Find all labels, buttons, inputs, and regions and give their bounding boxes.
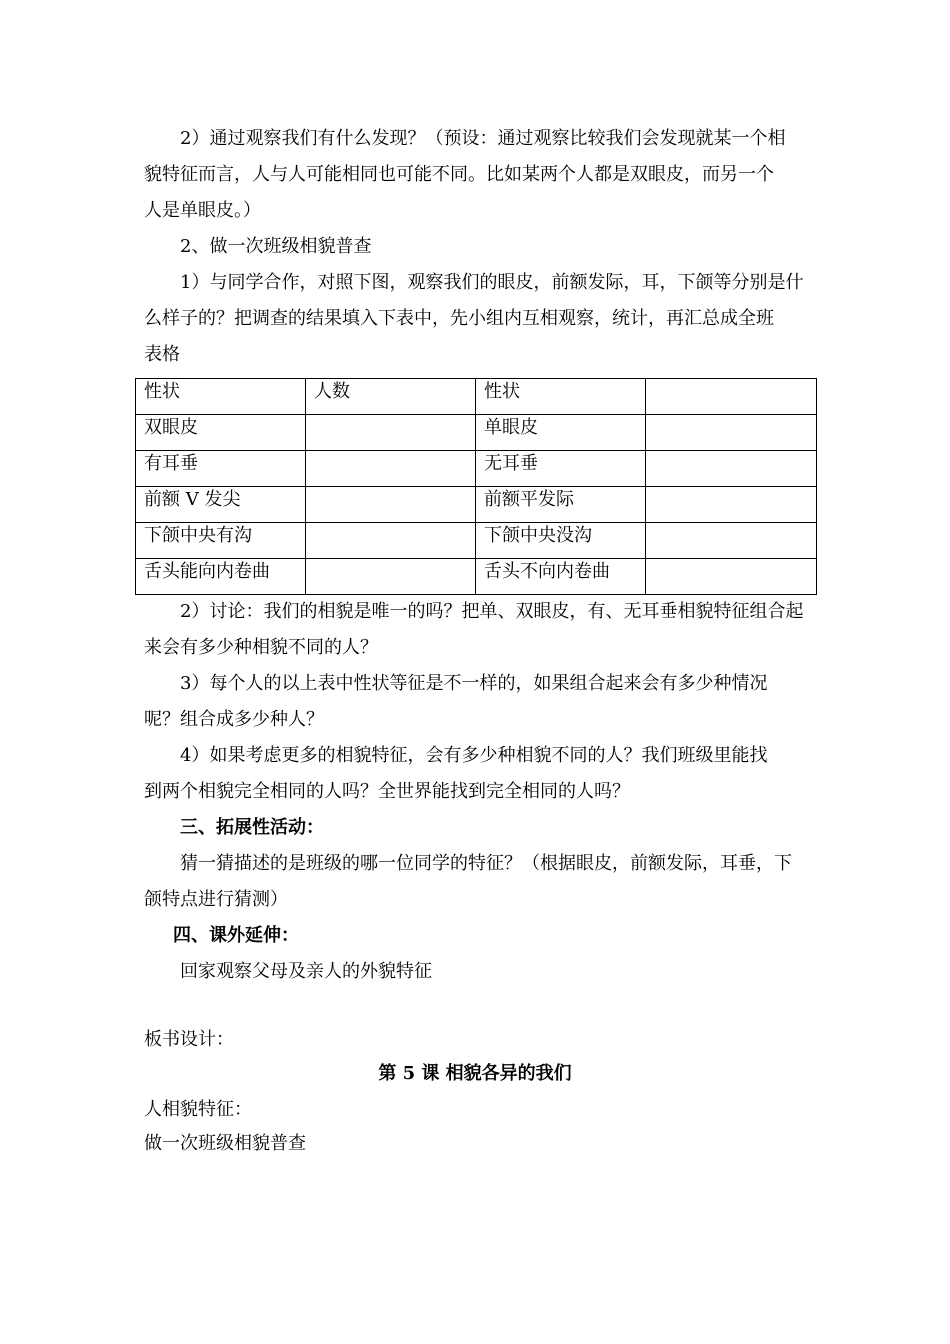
board-title: 第 5 课 相貌各异的我们 xyxy=(378,1063,572,1084)
table-cell: 舌头不向内卷曲 xyxy=(476,559,646,595)
table-cell xyxy=(306,523,476,559)
table-cell xyxy=(306,415,476,451)
table-cell: 前额平发际 xyxy=(476,487,646,523)
paragraph-observation-line-2: 貌特征而言，人与人可能相同也可能不同。比如某两个人都是双眼皮，而另一个 xyxy=(144,164,774,185)
table-cell: 有耳垂 xyxy=(136,451,306,487)
table-cell: 性状 xyxy=(136,379,306,415)
paragraph-guess-line-1: 猜一猜描述的是班级的哪一位同学的特征？（根据眼皮，前额发际，耳垂，下 xyxy=(180,853,792,874)
paragraph-combination-line-1: 3）每个人的以上表中性状等征是不一样的，如果组合起来会有多少种情况 xyxy=(180,673,768,694)
table-cell xyxy=(306,559,476,595)
paragraph-survey-line-1: 1）与同学合作，对照下图，观察我们的眼皮，前额发际，耳，下颌等分别是什 xyxy=(180,272,804,293)
paragraph-survey-line-2: 么样子的？把调查的结果填入下表中，先小组内互相观察，统计，再汇总成全班 xyxy=(144,308,774,329)
trait-survey-table xyxy=(135,378,817,595)
table-row xyxy=(136,451,817,487)
table-row xyxy=(136,415,817,451)
table-cell: 舌头能向内卷曲 xyxy=(136,559,306,595)
board-design-label: 板书设计： xyxy=(144,1029,234,1050)
table-cell xyxy=(646,415,817,451)
paragraph-combination-line-2: 呢？组合成多少种人？ xyxy=(144,709,324,730)
table-cell: 前额 V 发尖 xyxy=(136,487,306,523)
section-homework-heading: 四、课外延伸： xyxy=(173,925,299,946)
table-cell: 单眼皮 xyxy=(476,415,646,451)
table-cell: 性状 xyxy=(476,379,646,415)
table-cell xyxy=(646,559,817,595)
table-row xyxy=(136,487,817,523)
paragraph-homework: 回家观察父母及亲人的外貌特征 xyxy=(180,961,432,982)
paragraph-more-traits-line-2: 到两个相貌完全相同的人吗？全世界能找到完全相同的人吗？ xyxy=(144,781,630,802)
table-cell xyxy=(306,451,476,487)
paragraph-survey-line-3: 表格 xyxy=(144,344,180,365)
table-row xyxy=(136,559,817,595)
section-survey-heading: 2、做一次班级相貌普查 xyxy=(180,236,372,257)
table-cell xyxy=(306,487,476,523)
paragraph-discussion-line-2: 来会有多少种相貌不同的人？ xyxy=(144,637,378,658)
paragraph-guess-line-2: 颌特点进行猜测） xyxy=(144,889,288,910)
paragraph-more-traits-line-1: 4）如果考虑更多的相貌特征，会有多少种相貌不同的人？我们班级里能找 xyxy=(180,745,768,766)
table-cell: 人数 xyxy=(306,379,476,415)
table-cell: 双眼皮 xyxy=(136,415,306,451)
paragraph-observation-line-3: 人是单眼皮。） xyxy=(144,200,261,221)
board-item-survey: 做一次班级相貌普查 xyxy=(144,1133,306,1154)
table-cell: 下颌中央没沟 xyxy=(476,523,646,559)
section-extension-activity-heading: 三、拓展性活动： xyxy=(180,817,324,838)
table-cell xyxy=(646,379,817,415)
table-cell: 无耳垂 xyxy=(476,451,646,487)
table-cell xyxy=(646,487,817,523)
board-item-traits: 人相貌特征： xyxy=(144,1099,252,1120)
table-row xyxy=(136,379,817,415)
paragraph-discussion-line-1: 2）讨论：我们的相貌是唯一的吗？把单、双眼皮，有、无耳垂相貌特征组合起 xyxy=(180,601,804,622)
table-cell xyxy=(646,523,817,559)
paragraph-observation-line-1: 2）通过观察我们有什么发现？（预设：通过观察比较我们会发现就某一个相 xyxy=(180,128,786,149)
table-cell xyxy=(646,451,817,487)
table-row xyxy=(136,523,817,559)
table-cell: 下颌中央有沟 xyxy=(136,523,306,559)
